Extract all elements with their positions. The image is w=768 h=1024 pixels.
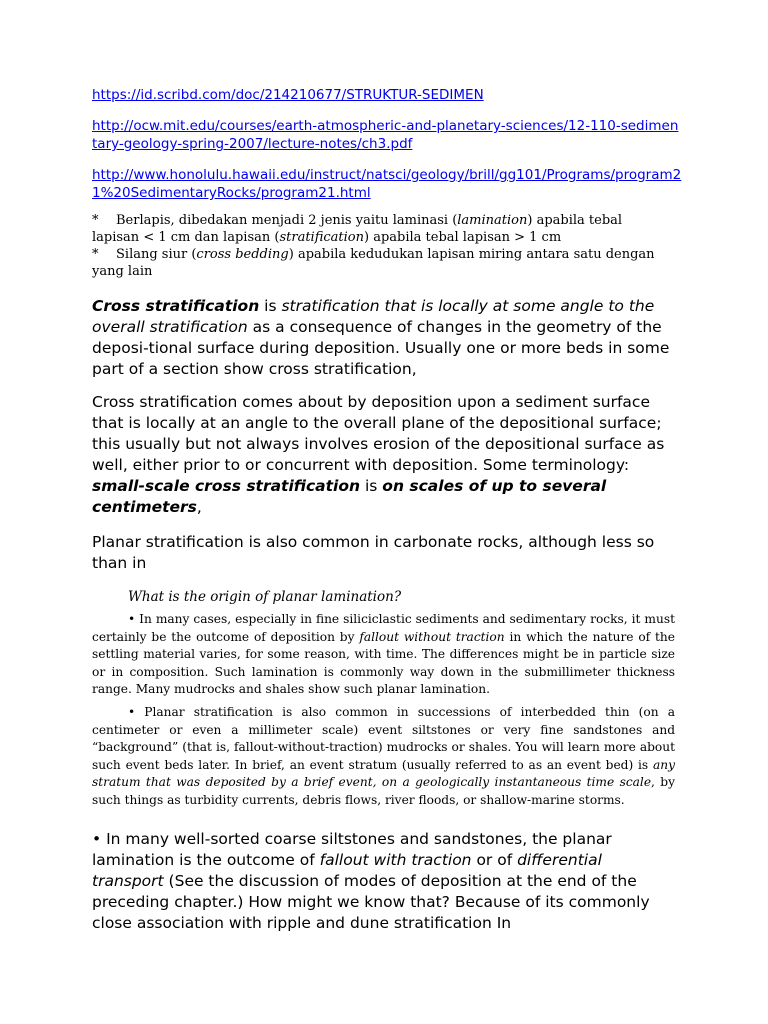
link-mit-ocw[interactable]: http://ocw.mit.edu/courses/earth-atmospheric-and-planetary-sciences/12-110-sedimentary-geology-spring-2007/lecture-notes/ch3.pdf (92, 118, 679, 152)
paragraph-planar-carbonate: Planar stratification is also common in carbonate rocks, although less so than in (92, 533, 655, 572)
note-berlapis: * Berlapis, dibedakan menjadi 2 jenis yaitu laminasi (lamination) apabila tebal lapisan < 1 cm dan lapisan (stratification) apabila tebal lapisan > 1 cm (92, 213, 623, 245)
paragraph-cross-stratification-origin: Cross stratification comes about by deposition upon a sediment surface that is locally at an angle to the overall plane of the depositional surface; this usually but not always involves erosion of the depositional surface as well, either prior to or concurrent with deposition. Some terminology: small-scale cross stratification is on scales of up to several centimeters, (92, 393, 665, 516)
indonesian-notes (92, 212, 662, 280)
question-heading: What is the origin of planar lamination? (128, 589, 402, 605)
reference-links (92, 86, 682, 215)
paragraph-cross-stratification-definition: Cross stratification is stratification that is locally at some angle to the overall stratification as a consequence of changes in the geometry of the deposi-tional surface during deposition. Usually one or more beds in some part of a section show cross stratification, (92, 297, 670, 378)
asterisk-bullet: * (92, 213, 99, 228)
note-silang-siur: * Silang siur (cross bedding) apabila kedudukan lapisan miring antara satu dengan yang lain (92, 247, 655, 279)
link-honolulu[interactable]: http://www.honolulu.hawaii.edu/instruct/natsci/geology/brill/gg101/Programs/program21%20SedimentaryRocks/program21.html (92, 167, 682, 201)
paragraph-fallout-with-traction: • In many well-sorted coarse siltstones and sandstones, the planar lamination is the outcome of fallout with traction or of differential transport (See the discussion of modes of deposition at the end of the preceding chapter.) How might we know that? Because of its commonly close association with ripple and dune stratification In (92, 830, 650, 932)
paragraph-event-beds: • Planar stratification is also common in successions of interbedded thin (on a centimeter or even a millimeter scale) event siltstones or very fine sandstones and “background” (that is, fallout-without-traction) mudrocks or shales. You will learn more about such event beds later. In brief, an event stratum (usually referred to as an event bed) is any stratum that was deposited by a brief event, on a geologically instantaneous time scale, by such things as turbidity currents, debris flows, river floods, or shallow-marine storms. (92, 705, 675, 807)
paragraph-fallout-without-traction: • In many cases, especially in fine siliciclastic sediments and sedimentary rocks, it must certainly be the outcome of deposition by fallout without traction in which the nature of the settling material varies, for some reason, with time. The differences might be in particle size or in composition. Such lamination is commonly way down in the submillimeter thickness range. Many mudrocks and shales show such planar lamination. (92, 612, 675, 696)
link-scribd[interactable]: https://id.scribd.com/doc/214210677/STRUKTUR-SEDIMEN (92, 87, 484, 103)
asterisk-bullet: * (92, 247, 99, 262)
